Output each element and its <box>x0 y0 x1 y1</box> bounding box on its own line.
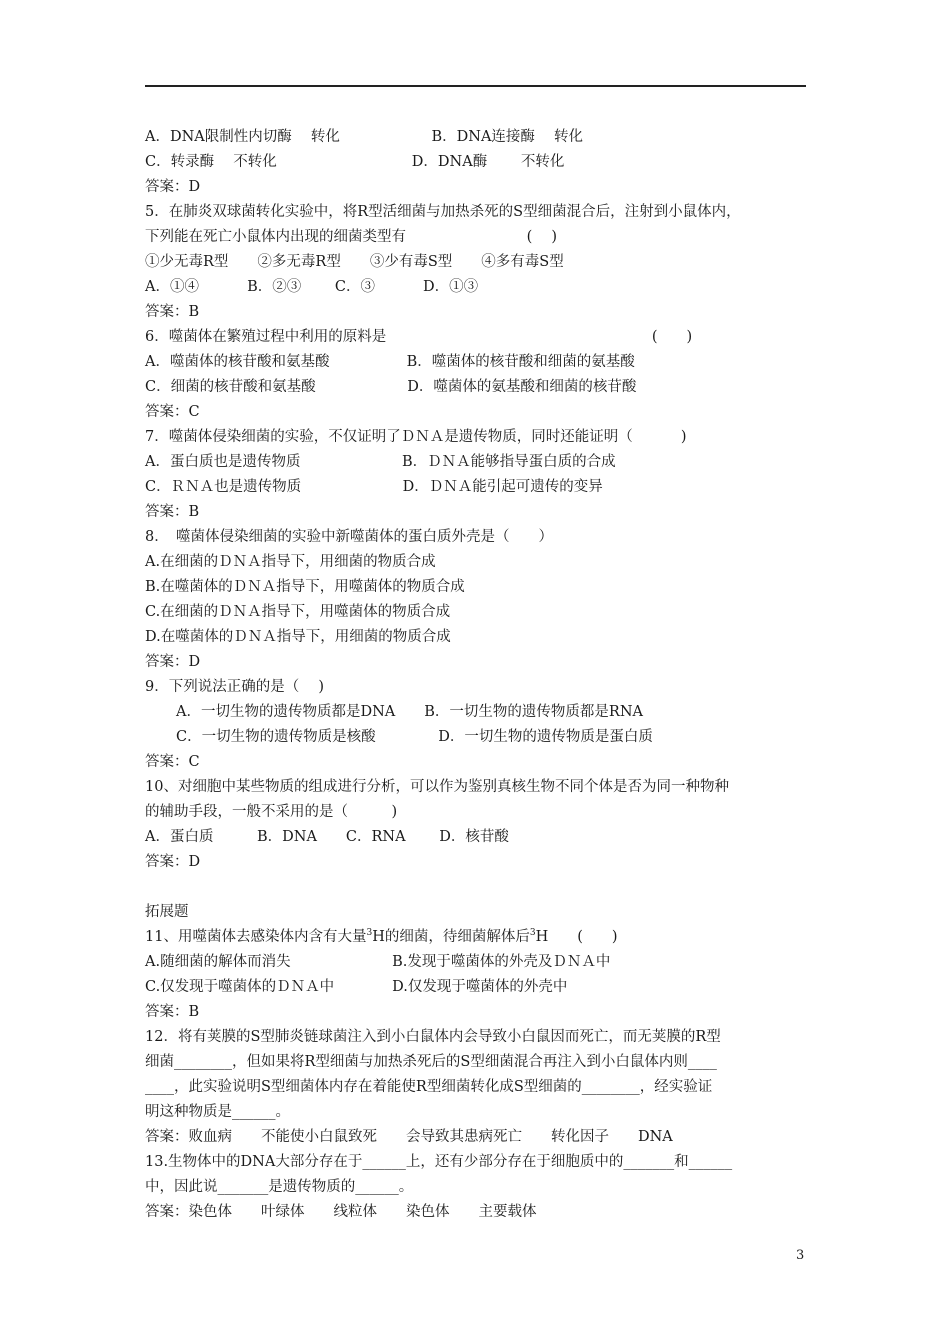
answer-line: 答案：B <box>145 1004 200 1020</box>
question-12-cont: 明这种物质是______。 <box>145 1104 290 1120</box>
option-line: C．ＲＮＡ也是遗传物质 D．ＤＮＡ能引起可遗传的变异 <box>145 479 603 495</box>
question-13: 13.生物体中的DNA大部分存在于______上，还有少部分存在于细胞质中的_______和______ <box>145 1154 733 1170</box>
question-12: 12．将有荚膜的S型肺炎链球菌注入到小白鼠体内会导致小白鼠因而死亡，而无荚膜的R型 <box>145 1029 721 1045</box>
option-line: C.在细菌的ＤＮＡ指导下，用噬菌体的物质合成 <box>145 604 451 620</box>
question-12-cont: ____，此实验说明S型细菌体内存在着能使R型细菌转化成S型细菌的________，经实验证 <box>145 1079 713 1095</box>
option-line: A．一切生物的遗传物质都是DNA B．一切生物的遗传物质都是RNA <box>176 704 643 720</box>
question-12-cont: 细菌________，但如果将R型细菌与加热杀死后的S型细菌混合再注入到小白鼠体内则____ <box>145 1054 717 1070</box>
answer-line: 答案：染色体 叶绿体 线粒体 染色体 主要载体 <box>145 1204 537 1220</box>
answer-line: 答案：B <box>145 304 200 320</box>
option-line: A.在细菌的ＤＮＡ指导下，用细菌的物质合成 <box>145 554 436 570</box>
answer-line: 答案：D <box>145 854 201 870</box>
question-9: 9．下列说法正确的是（ ) <box>145 679 324 695</box>
header-rule <box>145 85 806 87</box>
option-line: A．蛋白质也是遗传物质 B．ＤＮＡ能够指导蛋白质的合成 <box>145 454 616 470</box>
question-10-cont: 的辅助手段，一般不采用的是（ ) <box>145 804 398 820</box>
answer-line: 答案：C <box>145 754 200 770</box>
answer-line: 答案：D <box>145 179 201 195</box>
question-5-cont: 下列能在死亡小鼠体内出现的细菌类型有 ( ) <box>145 229 558 245</box>
option-line: A．①④ B．②③ C．③ D．①③ <box>145 279 479 295</box>
question-6: 6．噬菌体在繁殖过程中利用的原料是 ( ) <box>145 329 693 345</box>
page-number: 3 <box>796 1248 805 1263</box>
option-line: C．细菌的核苷酸和氨基酸 D．噬菌体的氨基酸和细菌的核苷酸 <box>145 379 637 395</box>
option-line: C.仅发现于噬菌体的ＤＮＡ中 D.仅发现于噬菌体的外壳中 <box>145 979 568 995</box>
question-8: 8． 噬菌体侵染细菌的实验中新噬菌体的蛋白质外壳是（ ） <box>145 529 553 545</box>
option-line: C．一切生物的遗传物质是核酸 D．一切生物的遗传物质是蛋白质 <box>176 729 653 745</box>
answer-line: 答案：B <box>145 504 200 520</box>
question-13-cont: 中，因此说_______是遗传物质的______。 <box>145 1179 414 1195</box>
question-7: 7．噬菌体侵染细菌的实验，不仅证明了ＤＮＡ是遗传物质，同时还能证明（ ) <box>145 429 687 445</box>
option-line: B.在噬菌体的ＤＮＡ指导下，用噬菌体的物质合成 <box>145 579 465 595</box>
question-11: 11、用噬菌体去感染体内含有大量$^3$H的细菌，待细菌解体后$^3$H ( ) <box>145 928 618 945</box>
answer-line: 答案：C <box>145 404 200 420</box>
option-line: A．噬菌体的核苷酸和氨基酸 B．噬菌体的核苷酸和细菌的氨基酸 <box>145 354 635 370</box>
option-line: A．蛋白质 B．DNA C．RNA D．核苷酸 <box>145 829 509 845</box>
answer-line: 答案：D <box>145 654 201 670</box>
question-10: 10、对细胞中某些物质的组成进行分析，可以作为鉴别真核生物不同个体是否为同一种物种 <box>145 779 729 795</box>
option-line: C．转录酶 不转化 D．DNA酶 不转化 <box>145 154 565 170</box>
option-line: A．DNA限制性内切酶 转化 B．DNA连接酶 转化 <box>145 129 584 145</box>
answer-line: 答案：败血病 不能使小白鼠致死 会导致其患病死亡 转化因子 DNA <box>145 1129 673 1145</box>
option-line: A.随细菌的解体而消失 B.发现于噬菌体的外壳及ＤＮＡ中 <box>145 954 611 970</box>
option-line: D.在噬菌体的ＤＮＡ指导下，用细菌的物质合成 <box>145 629 451 645</box>
section-heading: 拓展题 <box>145 904 189 920</box>
choice-line: ①少无毒R型 ②多无毒R型 ③少有毒S型 ④多有毒S型 <box>145 254 564 270</box>
question-5: 5．在肺炎双球菌转化实验中，将R型活细菌与加热杀死的S型细菌混合后，注射到小鼠体内， <box>145 204 741 220</box>
